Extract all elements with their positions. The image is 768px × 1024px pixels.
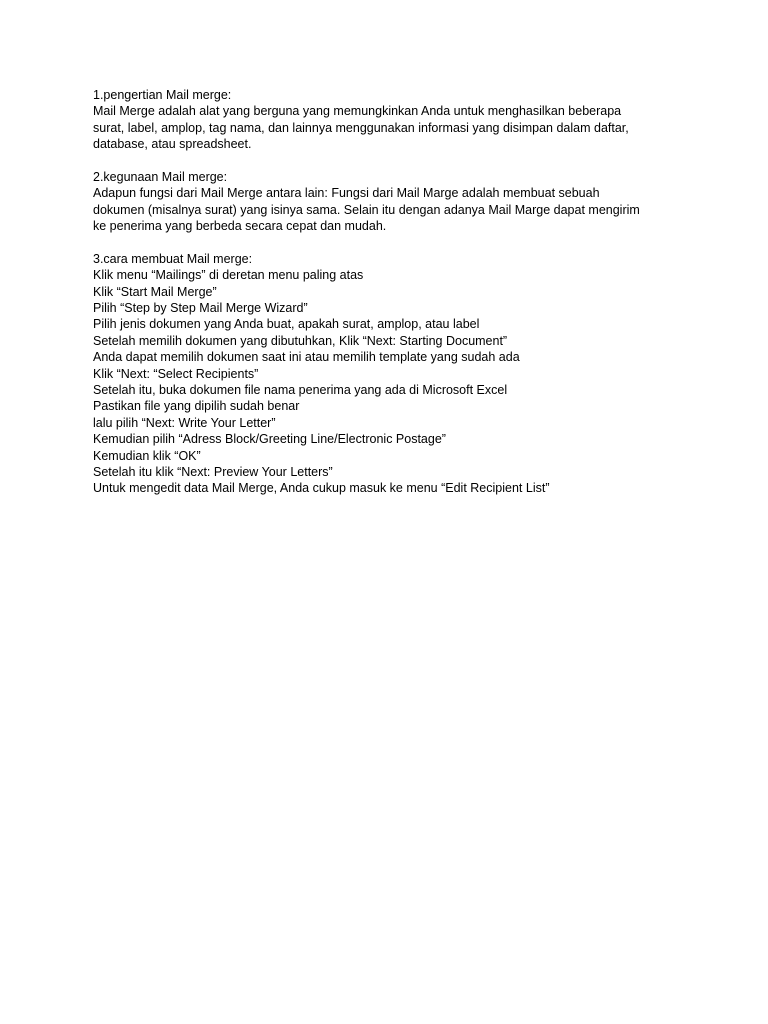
step-line: Klik “Next: “Select Recipients” [93,366,259,381]
paragraph-line: database, atau spreadsheet. [93,137,252,152]
step-line: Untuk mengedit data Mail Merge, Anda cukup masuk ke menu “Edit Recipient List” [93,481,550,496]
section-kegunaan [93,169,640,235]
document-body [93,87,640,497]
step-line: Setelah itu, buka dokumen file nama penerima yang ada di Microsoft Excel [93,383,508,398]
step-line: Anda dapat memilih dokumen saat ini atau memilih template yang sudah ada [93,350,520,365]
section-heading: 3.cara membuat Mail merge: [93,251,253,266]
step-line: Pastikan file yang dipilih sudah benar [93,399,300,414]
paragraph-spacer [93,235,640,251]
step-line: Klik “Start Mail Merge” [93,284,217,299]
paragraph-line: Mail Merge adalah alat yang berguna yang memungkinkan Anda untuk menghasilkan beberapa [93,104,622,119]
section-cara-membuat [93,251,640,497]
step-line: Setelah memilih dokumen yang dibutuhkan, Klik “Next: Starting Document” [93,333,508,348]
step-line: lalu pilih “Next: Write Your Letter” [93,415,276,430]
paragraph-line: Adapun fungsi dari Mail Merge antara lain: Fungsi dari Mail Marge adalah membuat sebuah [93,186,600,201]
paragraph-line: surat, label, amplop, tag nama, dan lainnya menggunakan informasi yang disimpan dalam daftar, [93,120,629,135]
section-heading: 1.pengertian Mail merge: [93,88,232,102]
step-line: Kemudian klik “OK” [93,448,201,463]
section-pengertian [93,87,640,153]
section-heading: 2.kegunaan Mail merge: [93,169,228,184]
step-line: Pilih jenis dokumen yang Anda buat, apakah surat, amplop, atau label [93,317,480,332]
step-line: Setelah itu klik “Next: Preview Your Letters” [93,464,333,479]
paragraph-line: dokumen (misalnya surat) yang isinya sama. Selain itu dengan adanya Mail Marge dapat mengirim [93,202,640,217]
step-line: Klik menu “Mailings” di deretan menu paling atas [93,268,364,283]
paragraph-line: ke penerima yang berbeda secara cepat dan mudah. [93,219,387,234]
step-line: Pilih “Step by Step Mail Merge Wizard” [93,301,308,316]
paragraph-spacer [93,153,640,169]
step-line: Kemudian pilih “Adress Block/Greeting Line/Electronic Postage” [93,432,446,447]
